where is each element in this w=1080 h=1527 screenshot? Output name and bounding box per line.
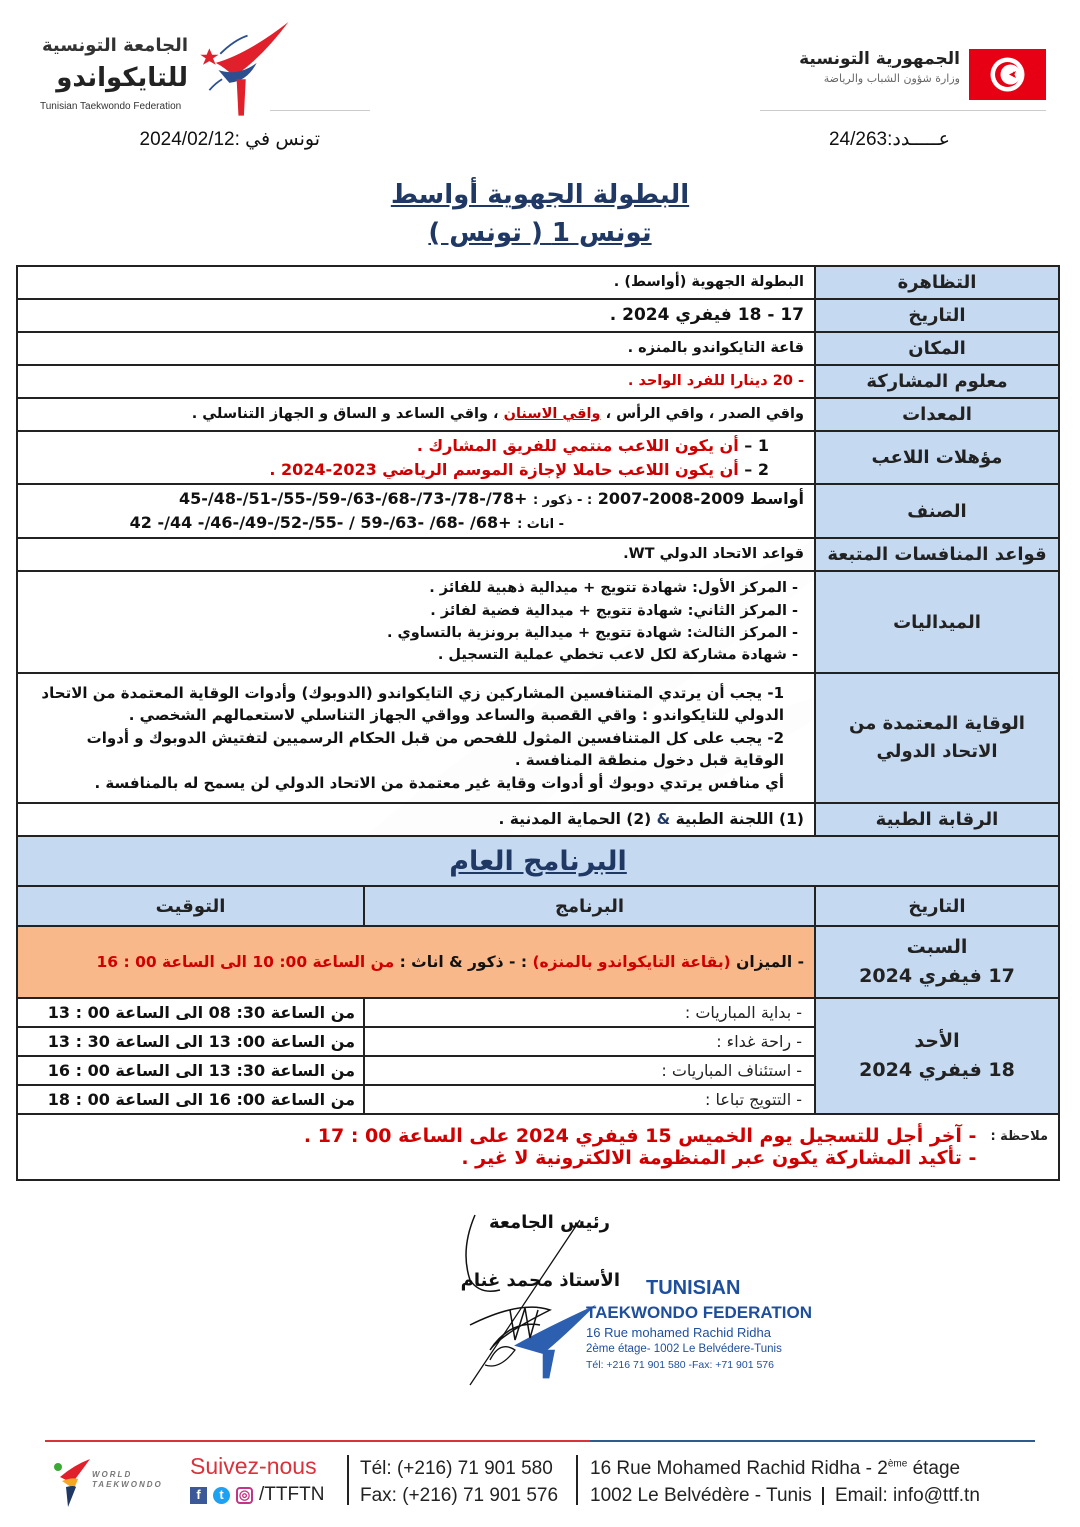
footer-separator [576, 1455, 578, 1505]
equipment-part1: واقي الصدر ، واقي الرأس ، [600, 405, 804, 422]
signature-title: رئيس الجامعة [488, 1212, 610, 1233]
col-time-header: التوقيت [17, 886, 364, 926]
document-title: البطولة الجهوية أواسط [390, 180, 690, 210]
address-part: 16 Rue Mohamed Rachid Ridha - 2 [590, 1458, 888, 1479]
program-time: من الساعة 30: 08 الى الساعة 00 : 13 [17, 998, 364, 1027]
protection-item: 2- يجب على كل المتنافسين المثول للفحص من قبل الحكام الرسميين لتفتيش الدوبوك و أدوات الوقاية قبل دخول منطقة المنافسة . [86, 728, 784, 770]
eligibility-num: 2 – [744, 459, 769, 479]
equipment-part3: ، واقي الساعد و الساق و الجهاز التناسلي . [191, 405, 504, 422]
fee-label: معلوم المشاركة [815, 365, 1059, 398]
protection-value [17, 673, 815, 803]
table-row [17, 998, 1059, 1027]
wt-line: WORLD [92, 1470, 133, 1479]
medals-label: الميداليات [815, 571, 1059, 673]
footer-email[interactable]: Email: info@ttf.tn [834, 1484, 980, 1506]
program-title [17, 836, 1059, 886]
program-activity: - التتويج تباعا : [364, 1085, 815, 1114]
social-links [190, 1484, 324, 1506]
table-row [17, 571, 1059, 673]
weigh-in-time: من الساعة 00: 10 الى الساعة 00 : 16 [96, 953, 400, 971]
rules-label: قواعد المنافسات المتبعة [815, 538, 1059, 571]
female-label: - اناث : [517, 517, 564, 532]
republic-block [760, 48, 960, 86]
note-item: - آخر أجل للتسجيل يوم الخميس 15 فيفري 2024 على الساعة 00 : 17 . [303, 1125, 977, 1147]
venue-label: المكان [815, 332, 1059, 365]
address-city: 1002 Le Belvédère - Tunis [590, 1484, 812, 1506]
stamp-line: TAEKWONDO FEDERATION [586, 1303, 813, 1322]
wt-line: TAEKWONDO [92, 1480, 163, 1490]
table-row [17, 299, 1059, 332]
program-time: من الساعة 30: 13 الى الساعة 00 : 16 [17, 1056, 364, 1085]
note-cell [17, 1114, 1059, 1180]
medal-item: - شهادة مشاركة لكل لاعب تخطي عملية التسجيل . [437, 647, 798, 664]
equipment-label: المعدات [815, 398, 1059, 431]
program-title-text: البرنامج العام [449, 845, 627, 877]
program-header-row [17, 886, 1059, 926]
table-row [17, 332, 1059, 365]
rules-value: قواعد الاتحاد الدولي WT. [17, 538, 815, 571]
category-label: الصنف [815, 484, 1059, 538]
fee-value: - 20 دينارا للفرد الواحد . [17, 365, 815, 398]
weigh-in-venue: (بقاعة التايكواندو بالمنزه) [532, 953, 731, 971]
medal-item: - المركز الثالث: شهادة تتويج + ميدالية برونزية بالتساوي . [386, 625, 798, 641]
federation-name-ar-line1: الجامعة التونسية [41, 35, 188, 56]
note-wrap [28, 1125, 1048, 1169]
document-subtitle: تونس 1 ( تونس ) [428, 218, 652, 248]
table-row [17, 484, 1059, 538]
date-label: التاريخ [815, 299, 1059, 332]
weigh-in-label: - الميزان [730, 953, 804, 971]
address-part: étage [907, 1458, 961, 1479]
equipment-value [17, 398, 815, 431]
document-date: تونس في :2024/02/12 [139, 129, 320, 150]
eligibility-item [28, 458, 769, 481]
date-value: 17 - 18 فيفري 2024 . [17, 299, 815, 332]
footer-address-block [590, 1456, 980, 1509]
footer-divider-blue [590, 1440, 1035, 1442]
footer-address-line2 [590, 1483, 980, 1510]
day1-date: 17 فيفري 2024 [859, 965, 1015, 987]
male-label: : - ذكور : [532, 493, 593, 509]
federation-logo [38, 34, 288, 118]
footer-phone-block [360, 1456, 558, 1509]
program-table [16, 835, 1060, 1181]
category-value [17, 484, 815, 538]
eligibility-text: أن يكون اللاعب منتمي للفريق المشارك . [416, 436, 739, 456]
weigh-in-genders: : - ذكور & اناث : [399, 953, 533, 971]
program-activity: - استئناف المباريات : [364, 1056, 815, 1085]
table-row [17, 398, 1059, 431]
eligibility-num: 1 – [744, 436, 769, 456]
twitter-icon[interactable]: t [213, 1487, 230, 1504]
day2-date: 18 فيفري 2024 [859, 1059, 1015, 1081]
address-sup: ème [887, 1458, 908, 1470]
day1-date-cell [815, 926, 1059, 998]
col-program-header: البرنامج [364, 886, 815, 926]
eligibility-text: أن يكون اللاعب حاملا لإجازة الموسم الرياضي 2023-2024 . [269, 459, 739, 479]
eligibility-label: مؤهلات اللاعب [815, 431, 1059, 484]
male-weights: 45-/48-/51-/55-/59-/63-/68-/73-/78-/78+ [178, 489, 528, 509]
event-info-table [16, 265, 1060, 837]
header-divider-left [270, 110, 370, 111]
signatory-name: الأستاذ محمد غنام [460, 1270, 620, 1291]
ministry-name: وزارة شؤون الشباب والرياضة [823, 72, 960, 85]
program-time: من الساعة 00: 16 الى الساعة 00 : 18 [17, 1085, 364, 1114]
stamp-line: 2ème étage- 1002 Le Belvédere-Tunis [586, 1343, 782, 1355]
equipment-mouthguard: واقي الاسنان [503, 405, 601, 422]
table-row [17, 266, 1059, 299]
footer-fax: Fax: (+216) 71 901 576 [360, 1484, 559, 1506]
note-row [17, 1114, 1059, 1180]
footer-separator [822, 1487, 824, 1505]
event-label: التظاهرة [815, 266, 1059, 299]
venue-value: قاعة التايكواندو بالمنزه . [17, 332, 815, 365]
footer-separator [347, 1455, 349, 1505]
medical-value [17, 803, 815, 836]
world-taekwondo-text [92, 1470, 163, 1491]
stamp-line: Tél: +216 71 901 580 -Fax: +71 901 576 [586, 1359, 774, 1371]
protection-item: أي منافس يرتدي دوبوك أو أدوات وقاية غير معتمدة من الاتحاد الدولي لن يسمح له بالمنافسة . [94, 773, 784, 792]
reference-number: عـــــدد:24/263 [828, 129, 950, 150]
medals-value [17, 571, 815, 673]
facebook-icon[interactable]: f [190, 1487, 207, 1504]
header-divider-right [760, 110, 1046, 111]
col-date-header: التاريخ [815, 886, 1059, 926]
note-label: ملاحظة : [990, 1129, 1048, 1144]
note-lines [28, 1125, 976, 1169]
day2-date-cell [815, 998, 1059, 1114]
medal-item: - المركز الأول: شهادة تتويج + ميدالية ذهبية للفائز . [429, 580, 798, 597]
follow-us-label: Suivez-nous [190, 1453, 317, 1479]
table-row [17, 431, 1059, 484]
instagram-icon[interactable]: ◎ [236, 1487, 253, 1504]
female-weights: 42 -/44 -/46-/49-/52-/55- / 59-/63- /68- /68+ [129, 513, 512, 532]
category-age: أواسط 2009-2008-2007 [597, 489, 804, 509]
footer-address-line1 [590, 1456, 980, 1483]
protection-label: الوقاية المعتمدة من الاتحاد الدولي [815, 673, 1059, 803]
federation-name-en: Tunisian Taekwondo Federation [40, 101, 182, 112]
table-row [17, 538, 1059, 571]
weigh-in-cell [17, 926, 815, 998]
medical-label: الرقابة الطبية [815, 803, 1059, 836]
category-female-line [28, 511, 804, 535]
stamp-line: TUNISIAN [646, 1277, 741, 1299]
event-value: البطولة الجهوية (أواسط) . [17, 266, 815, 299]
federation-swoosh-icon [193, 22, 293, 122]
program-activity: - راحة غداء : [364, 1027, 815, 1056]
program-activity: - بداية المباريات : [364, 998, 815, 1027]
day2-name: الأحد [914, 1029, 960, 1052]
social-handle[interactable]: /TTFTN [259, 1484, 325, 1505]
note-item: - تأكيد المشاركة يكون عبر المنظومة الالكترونية لا غير . [461, 1147, 977, 1169]
table-row [17, 926, 1059, 998]
medal-item: - المركز الثاني: شهادة تتويج + ميدالية فضية لفائز . [430, 602, 798, 619]
footer-divider-red [45, 1440, 590, 1442]
medical-part1: (1) اللجنة الطبية [670, 810, 804, 829]
table-row [17, 365, 1059, 398]
protection-item: 1- يجب أن يرتدي المتنافسين المشاركين زي التايكواندو (الدوبوك) وأدوات الوقاية المعتمدة من الاتحاد الدولي للتايكواندو : واقي القصبة والساعد وواقي الجهاز التناسلي لاستعمالهم الشخصي . [41, 683, 784, 725]
world-taekwondo-logo-icon [52, 1457, 92, 1507]
eligibility-item [28, 434, 769, 457]
day1-name: السبت [906, 935, 968, 958]
federation-stamp [586, 1276, 832, 1372]
program-title-row [17, 836, 1059, 886]
republic-title: الجمهورية التونسية [799, 49, 960, 69]
federation-name-ar-line2: للتايكواندو [56, 63, 188, 93]
stamp-line: 16 Rue mohamed Rachid Ridha [586, 1325, 771, 1340]
eligibility-value [17, 431, 815, 484]
table-row [17, 803, 1059, 836]
medical-amp: & [656, 810, 671, 829]
program-time: من الساعة 00: 13 الى الساعة 30 : 13 [17, 1027, 364, 1056]
category-male-line [28, 487, 804, 511]
table-row [17, 673, 1059, 803]
medical-part2: (2) الحماية المدنية . [498, 810, 657, 829]
tunisia-flag-icon [969, 49, 1046, 100]
footer-tel: Tél: (+216) 71 901 580 [360, 1458, 553, 1479]
